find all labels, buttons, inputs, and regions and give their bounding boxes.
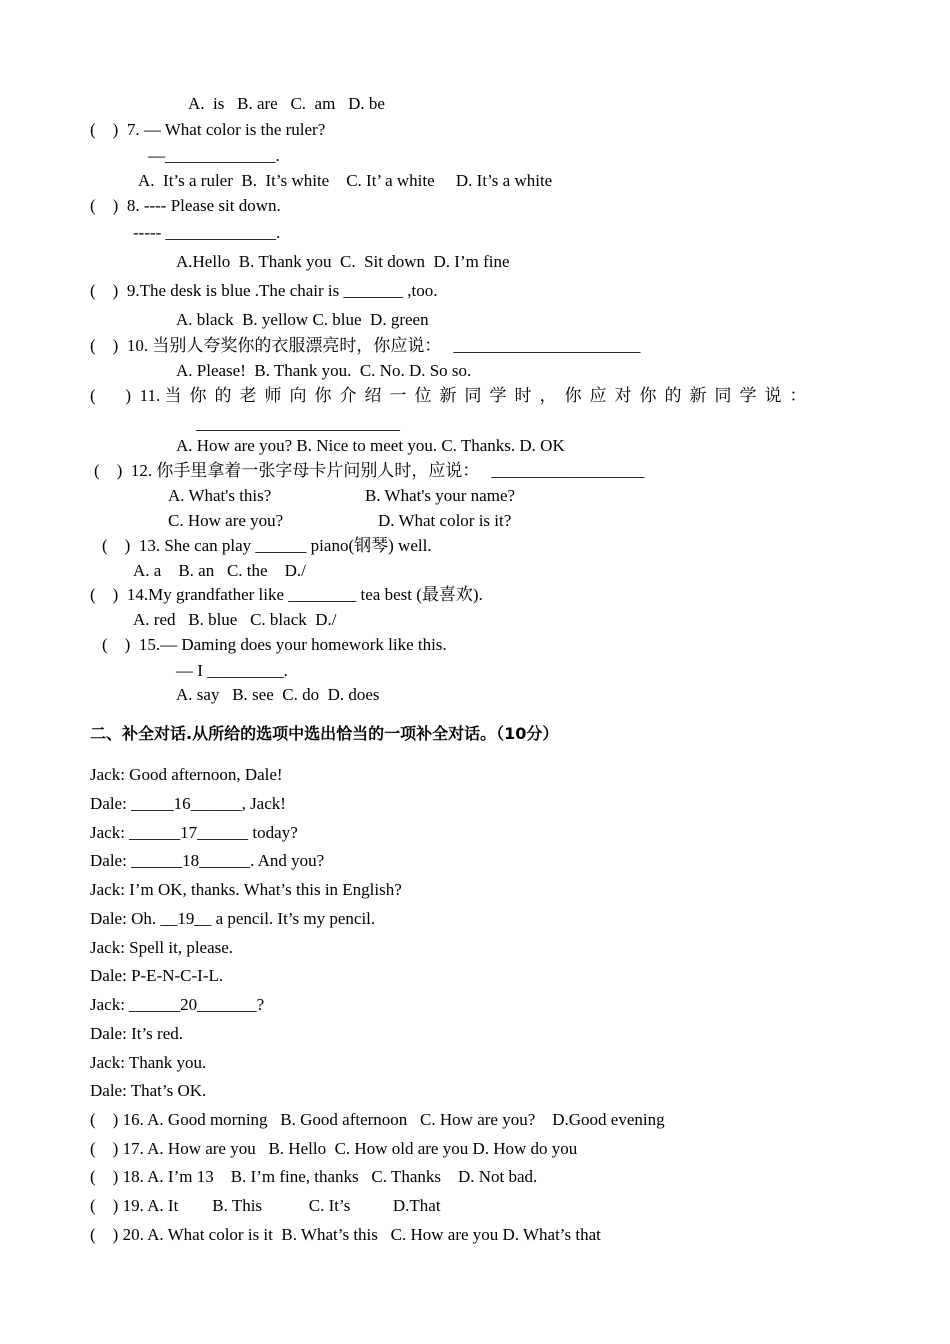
q14-question (90, 585, 483, 605)
choice-row-16: ( ) 16. A. Good morning B. Good afternoon C. How are you? D.Good evening (90, 1110, 665, 1129)
dialogue-line: Dale: P-E-N-C-I-L. (90, 966, 224, 985)
q10-options: A. Please! B. Thank you. C. No. D. So so. (176, 361, 472, 380)
q13-cn: 钢琴 (354, 536, 389, 556)
q9-options: A. black B. yellow C. blue D. green (176, 310, 429, 329)
q9-question: ( ) 9.The desk is blue .The chair is _______ ,too. (90, 281, 438, 300)
q15-options: A. say B. see C. do D. does (176, 685, 380, 704)
dialogue-line: Dale: _____16______, Jack! (90, 794, 286, 813)
q11-options: A. How are you? B. Nice to meet you. C. Thanks. D. OK (176, 436, 565, 455)
choice-row-18: ( ) 18. A. I’m 13 B. I’m fine, thanks C. Thanks D. Not bad. (90, 1167, 538, 1186)
q11-question (90, 386, 814, 406)
q12-blank: __________________ (491, 461, 645, 480)
q12-option-c: C. How are you? (168, 511, 284, 530)
dialogue-line: Jack: Good afternoon, Dale! (90, 765, 283, 784)
choice-row-20: ( ) 20. A. What color is it B. What’s this C. How are you D. What’s that (90, 1225, 601, 1244)
q13-options: A. a B. an C. the D./ (133, 561, 306, 580)
q12-option-a: A. What's this? (168, 486, 272, 505)
q7-question: ( ) 7. — What color is the ruler? (90, 120, 326, 139)
q12-text: 你手里拿着一张字母卡片问别人时，应说： (156, 461, 480, 481)
q12-prefix: ( ) 12. (94, 461, 157, 480)
dialogue-line: Jack: ______20_______? (90, 995, 265, 1014)
dialogue-line: Jack: Spell it, please. (90, 938, 234, 957)
dialogue-line: Dale: ______18______. And you? (90, 851, 325, 870)
q10-prefix: ( ) 10. (90, 336, 153, 355)
q7-options: A. It’s a ruler B. It’s white C. It’ a white D. It’s a white (138, 171, 553, 190)
q10-blank: ______________________ (453, 336, 641, 355)
dialogue-line: Jack: ______17______ today? (90, 823, 298, 842)
q13-prefix: ( ) 13. She can play ______ piano( (102, 536, 355, 555)
q11-prefix: ( ) 11. (90, 386, 165, 405)
q7-answer-line: —_____________. (148, 146, 280, 165)
dialogue-line: Dale: That’s OK. (90, 1081, 207, 1100)
q14-prefix: ( ) 14.My grandfather like ________ tea best ( (90, 585, 422, 604)
q11-blank: ________________________ (196, 414, 400, 433)
q8-options: A.Hello B. Thank you C. Sit down D. I’m fine (176, 252, 510, 271)
q12-option-d: D. What color is it? (378, 511, 512, 530)
q12-option-b: B. What's your name? (365, 486, 516, 505)
q10-text: 当别人夸奖你的衣服漂亮时，你应说： (152, 336, 442, 356)
q14-options: A. red B. blue C. black D./ (133, 610, 337, 629)
dialogue-line: Jack: Thank you. (90, 1053, 207, 1072)
q13-suffix: ) well. (388, 536, 432, 555)
q15-answer-line: — I _________. (176, 661, 288, 680)
section-2-heading: 二、补全对话.从所给的选项中选出恰当的一项补全对话。（10分） (90, 724, 559, 743)
q15-question: ( ) 15.— Daming does your homework like this. (102, 635, 447, 654)
q14-cn: 最喜欢 (421, 585, 473, 605)
q10-question (90, 336, 640, 356)
choice-row-17: ( ) 17. A. How are you B. Hello C. How old are you D. How do you (90, 1139, 578, 1158)
choice-row-19: ( ) 19. A. It B. This C. It’s D.That (90, 1196, 441, 1215)
q6-options: A. is B. are C. am D. be (188, 94, 385, 113)
dialogue-line: Jack: I’m OK, thanks. What’s this in English? (90, 880, 402, 899)
q13-question (102, 536, 432, 556)
q14-suffix: ). (472, 585, 483, 604)
q11-text: 当你的老师向你介绍一位新同学时，你应对你的新同学说： (164, 386, 815, 406)
dialogue-line: Dale: Oh. __19__ a pencil. It’s my pencil. (90, 909, 376, 928)
q8-answer-line: ----- _____________. (133, 223, 281, 242)
dialogue-line: Dale: It’s red. (90, 1024, 183, 1043)
q12-question (94, 461, 644, 481)
q8-question: ( ) 8. ---- Please sit down. (90, 196, 281, 215)
